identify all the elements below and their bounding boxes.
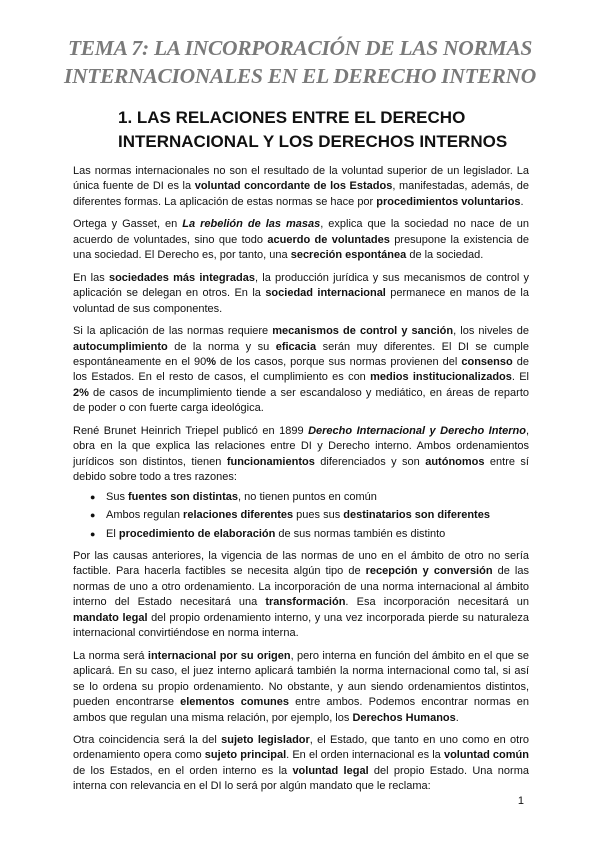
chapter-title-line-1: TEMA 7: LA INCORPORACIÓN DE LAS NORMAS [67,36,533,60]
list-item: ● Sus fuentes son distintas, no tienen puntos en común [106,490,529,505]
chapter-title [40,34,560,90]
page-number: 1 [517,795,524,807]
body-text [73,164,529,802]
paragraph-5: René Brunet Heinrich Triepel publicó en 1899 Derecho Internacional y Derecho Interno, obra en la que explica las relaciones entre DI y Derecho interno. Ambos ordenamientos jurídicos son distintos, tienen funcionamientos diferenciados y son autónomos entre sí debido sobre todo a tres razones: [73,424,529,484]
section-heading [118,106,538,154]
paragraph-2: Ortega y Gasset, en La rebelión de las masas, explica que la sociedad no nace de un acuerdo de voluntades, sino que todo acuerdo de voluntades presupone la existencia de una sociedad. El Derecho es, por tanto, una secreción espontánea de la sociedad. [73,218,529,262]
paragraph-7: La norma será internacional por su origen, pero interna en función del ámbito en el que se aplicará. En su caso, el juez interno aplicará también la norma internacional como tal, si así se lo ordena su propio ordenamiento. No obstante, y aun siendo ordenamientos distintos, pueden encontrarse elementos comunes entre ambos. Podemos encontrar normas en ambos que regulan una misma relación, por ejemplo, los Derechos Humanos. [73,649,530,724]
paragraph-4: Si la aplicación de las normas requiere mecanismos de control y sanción, los niveles de autocumplimiento de la norma y su eficacia serán muy diferentes. El DI se cumple espontáneamente en el 90% de los casos, porque sus normas provienen del consenso de los Estados. En el resto de casos, el cumplimiento es con medios institucionalizados. El 2% de casos de incumplimiento tiende a ser escandaloso y mediático, en áreas de reparto de poder o con fuerte carga ideológica. [73,325,529,415]
paragraph-1: Las normas internacionales no son el resultado de la voluntad superior de un legislador. La única fuente de DI es la voluntad concordante de los Estados, manifestadas, además, de diferentes formas. La aplicación de estas normas se hace por procedimientos voluntarios. [73,165,530,208]
reasons-list [73,490,529,542]
list-item: ● El procedimiento de elaboración de sus normas también es distinto [106,527,529,542]
list-item: ● Ambos regulan relaciones diferentes pues sus destinatarios son diferentes [106,508,529,523]
paragraph-8: Otra coincidencia será la del sujeto legislador, el Estado, que tanto en uno como en otro ordenamiento opera como sujeto principal. En el orden internacional es la voluntad común de los Estados, en el orden interno es la voluntad legal del propio Estado. Una norma interna con relevancia en el DI lo será por algún mandato que le reclama: [73,733,529,793]
chapter-title-line-2: INTERNACIONALES EN EL DERECHO INTERNO [64,64,536,88]
paragraph-3: En las sociedades más integradas, la producción jurídica y sus mecanismos de control y aplicación se delegan en otros. En la sociedad internacional permanece en manos de la voluntad de sus componentes. [73,271,529,315]
section-heading-line-1: 1. LAS RELACIONES ENTRE EL DERECHO [118,108,466,127]
paragraph-6: Por las causas anteriores, la vigencia de las normas de uno en el ámbito de otro no sería factible. Para hacerla factibles se necesita algún tipo de recepción y conversión de las normas de uno a otro ordenamiento. La incorporación de una norma internacional al ámbito interno del Estado necesitará una transformación. Esa incorporación necesitará un mandato legal del propio ordenamiento interno, y una vez incorporada pierde su naturaleza internacional convirtiéndose en norma interna. [73,549,529,640]
section-heading-line-2: INTERNACIONAL Y LOS DERECHOS INTERNOS [118,132,508,151]
